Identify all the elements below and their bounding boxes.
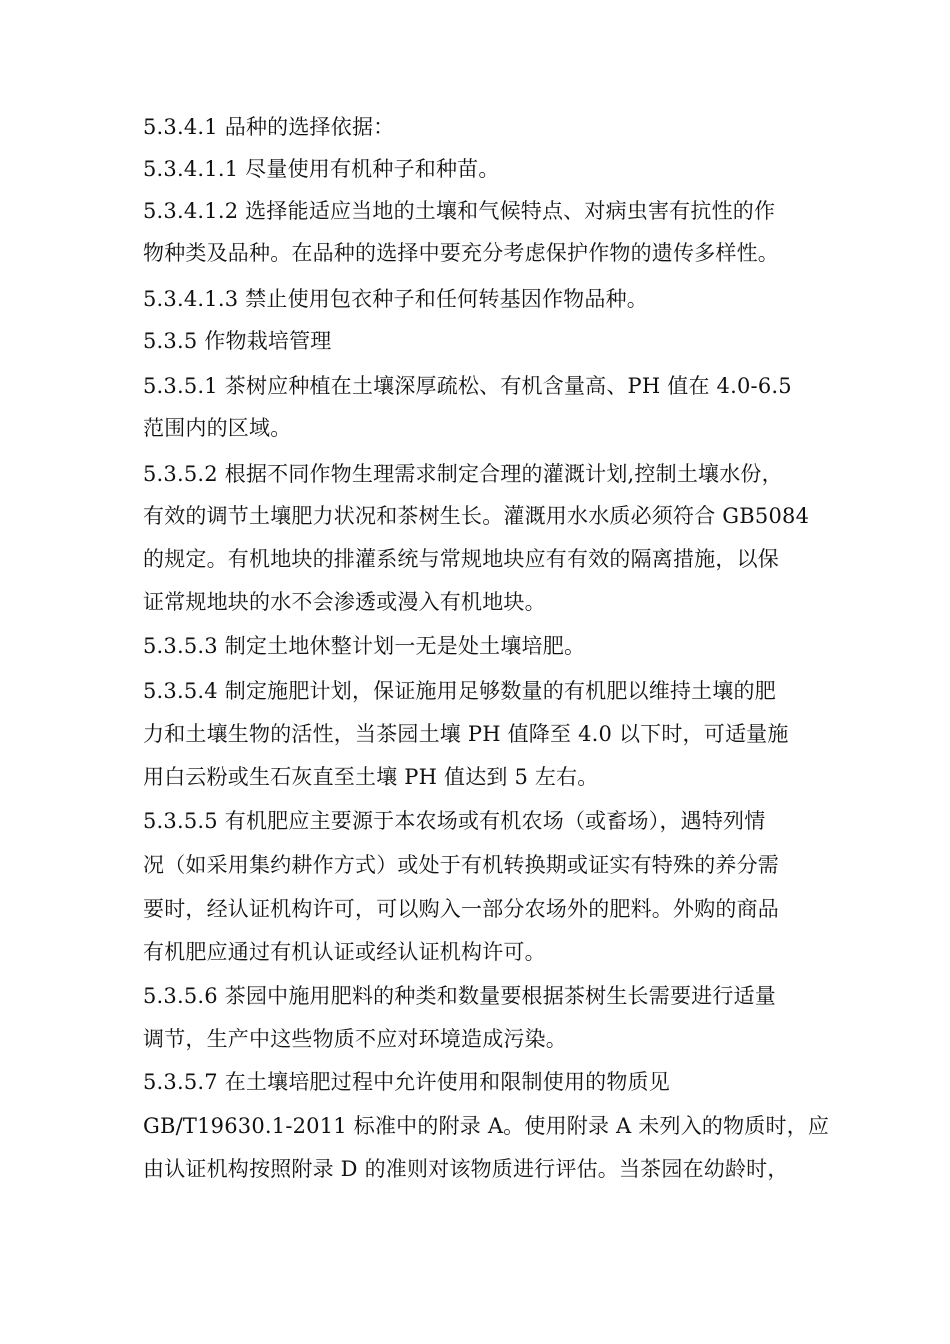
text-line: 5.3.4.1.2 选择能适应当地的土壤和气候特点、对病虫害有抗性的作 <box>143 199 776 223</box>
section-heading: 5.3.5 作物栽培管理 <box>143 329 332 353</box>
text-line: 有机肥应通过有机认证或经认证机构许可。 <box>143 940 546 964</box>
text-line: 5.3.4.1.3 禁止使用包衣种子和任何转基因作物品种。 <box>143 287 648 311</box>
text-line: 5.3.5.2 根据不同作物生理需求制定合理的灌溉计划,控制土壤水份， <box>143 462 783 486</box>
text-line: 5.3.5.3 制定土地休整计划一无是处土壤培肥。 <box>143 634 586 658</box>
text-line: 5.3.5.7 在土壤培肥过程中允许使用和限制使用的物质见 <box>143 1070 670 1094</box>
text-line: 5.3.4.1.1 尽量使用有机种子和种苗。 <box>143 157 500 181</box>
text-line: 5.3.5.6 茶园中施用肥料的种类和数量要根据茶树生长需要进行适量 <box>143 984 776 1008</box>
text-line: 物种类及品种。在品种的选择中要充分考虑保护作物的遗传多样性。 <box>143 241 779 265</box>
text-line: 况（如采用集约耕作方式）或处于有机转换期或证实有特殊的养分需 <box>143 853 779 877</box>
text-line: 用白云粉或生石灰直至土壤 PH 值达到 5 左右。 <box>143 765 599 789</box>
text-line: 调节，生产中这些物质不应对环境造成污染。 <box>143 1027 567 1051</box>
text-line: 有效的调节土壤肥力状况和茶树生长。灌溉用水水质必须符合 GB5084 <box>143 504 810 528</box>
text-line: 范围内的区域。 <box>143 416 292 440</box>
text-line: 5.3.5.1 茶树应种植在土壤深厚疏松、有机含量高、PH 值在 4.0-6.5 <box>143 374 792 398</box>
text-line: 5.3.5.5 有机肥应主要源于本农场或有机农场（或畜场），遇特列情 <box>143 809 766 833</box>
text-line: 5.3.4.1 品种的选择依据： <box>143 115 395 139</box>
text-line: GB/T19630.1-2011 标准中的附录 A。使用附录 A 未列入的物质时，应 <box>143 1114 830 1138</box>
text-line: 由认证机构按照附录 D 的准则对该物质进行评估。当茶园在幼龄时， <box>143 1157 789 1181</box>
text-line: 5.3.5.4 制定施肥计划，保证施用足够数量的有机肥以维持土壤的肥 <box>143 679 776 703</box>
text-line: 要时，经认证机构许可，可以购入一部分农场外的肥料。外购的商品 <box>143 897 779 921</box>
text-line: 力和土壤生物的活性，当茶园土壤 PH 值降至 4.0 以下时，可适量施 <box>143 722 789 746</box>
text-line: 证常规地块的水不会渗透或漫入有机地块。 <box>143 590 546 614</box>
text-line: 的规定。有机地块的排灌系统与常规地块应有有效的隔离措施，以保 <box>143 547 779 571</box>
